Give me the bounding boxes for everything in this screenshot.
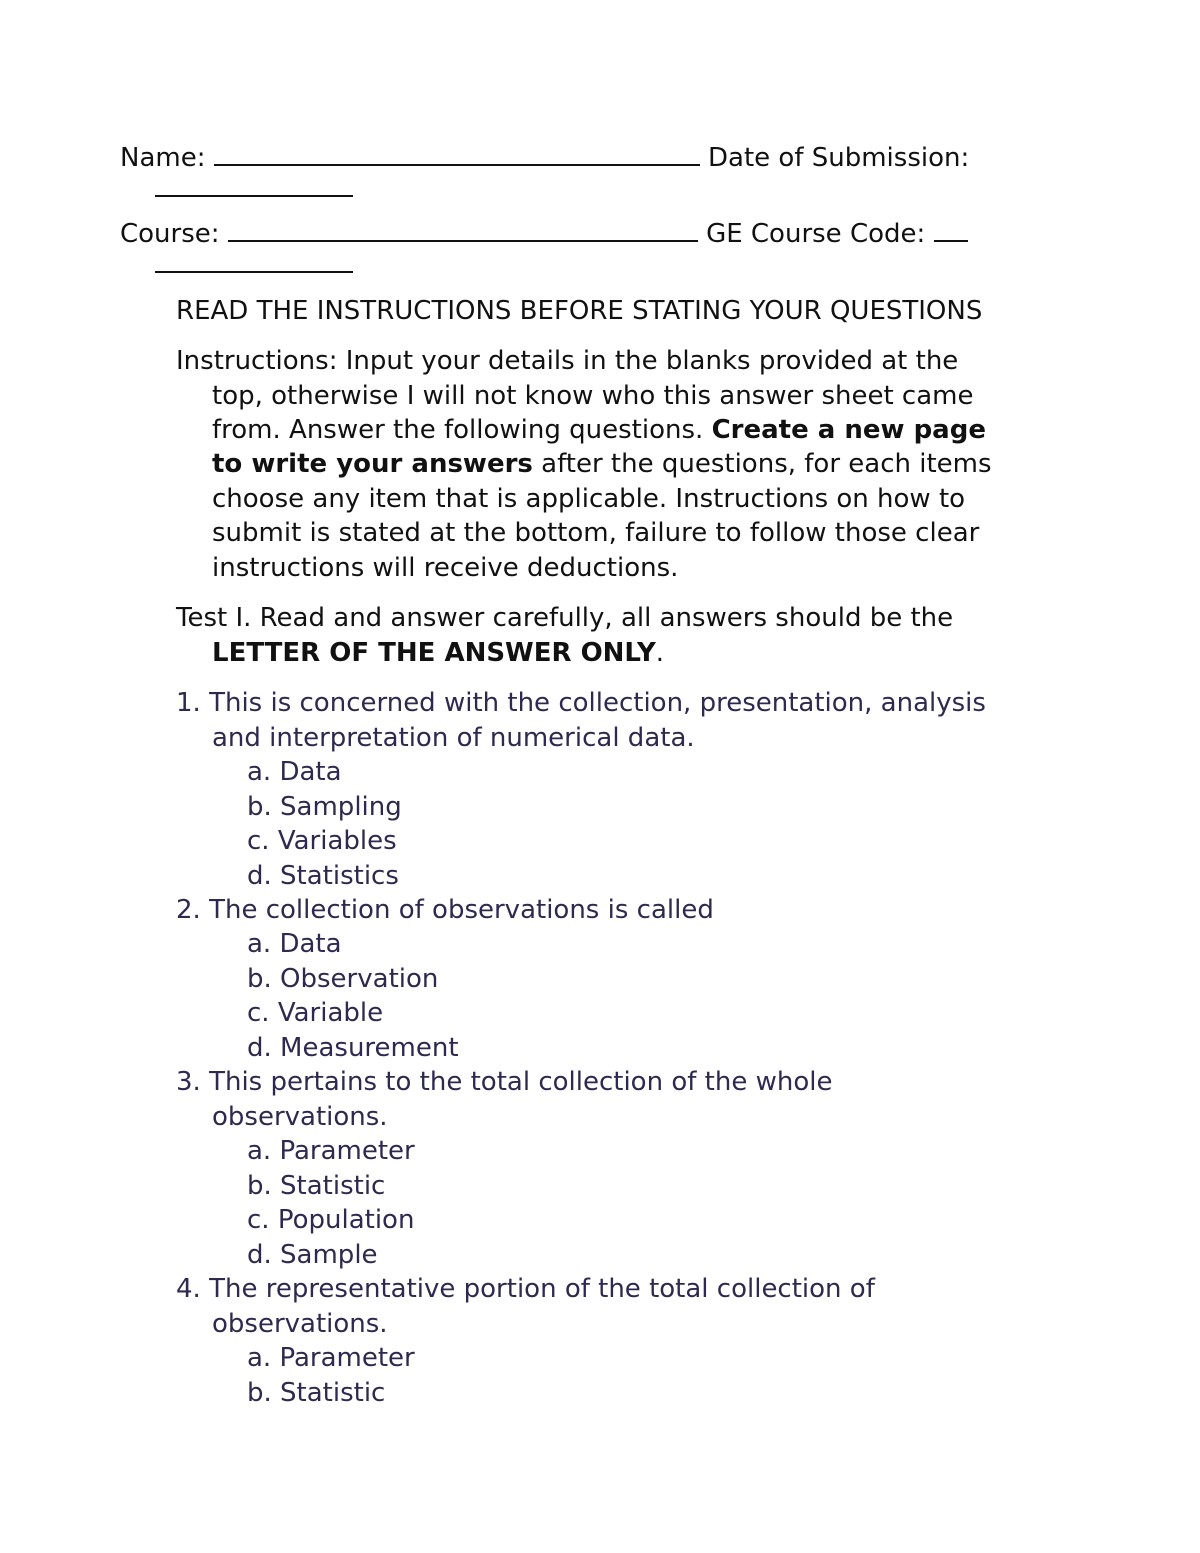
course-row (120, 217, 968, 251)
question-number: 1. (176, 688, 201, 718)
test-heading-line-1: Test I. Read and answer carefully, all answers should be the (176, 603, 954, 633)
option-2b (247, 962, 438, 996)
code-blank-continued (155, 249, 353, 273)
option-text: Statistic (280, 1171, 386, 1201)
option-letter: b. (247, 1378, 272, 1408)
option-text: Observation (280, 964, 439, 994)
question-text: This is concerned with the collection, presentation, analysis (209, 688, 986, 718)
option-letter: b. (247, 792, 272, 822)
option-letter: a. (247, 1343, 272, 1373)
option-text: Population (277, 1205, 415, 1235)
option-letter: d. (247, 1240, 272, 1270)
option-1a (247, 755, 342, 789)
option-letter: b. (247, 964, 272, 994)
option-3b (247, 1169, 385, 1203)
option-letter: c. (247, 1205, 270, 1235)
option-letter: c. (247, 826, 270, 856)
option-letter: d. (247, 861, 272, 891)
code-blank (934, 218, 968, 242)
code-blank-row (155, 248, 353, 282)
question-number: 2. (176, 895, 201, 925)
course-blank (228, 218, 698, 242)
name-row (120, 141, 969, 175)
option-2a (247, 927, 342, 961)
code-label: GE Course Code: (706, 219, 926, 249)
option-text: Statistic (280, 1378, 386, 1408)
option-letter: a. (247, 929, 272, 959)
option-letter: a. (247, 757, 272, 787)
instructions-emphasis-2: to write your answers (212, 449, 533, 479)
option-text: Variables (277, 826, 397, 856)
option-1b (247, 790, 402, 824)
option-3d (247, 1238, 378, 1272)
question-4-continued: observations. (212, 1309, 388, 1339)
option-letter: c. (247, 998, 270, 1028)
name-blank (214, 142, 700, 166)
question-1-continued: and interpretation of numerical data. (212, 723, 695, 753)
instructions-line-3-text: from. Answer the following questions. (212, 415, 704, 445)
option-text: Statistics (280, 861, 399, 891)
option-letter: b. (247, 1171, 272, 1201)
option-2c (247, 996, 383, 1030)
option-text: Sampling (280, 792, 402, 822)
option-letter: a. (247, 1136, 272, 1166)
instructions-line-4-text: after the questions, for each items (541, 449, 992, 479)
option-text: Variable (277, 998, 384, 1028)
instructions-line-6: submit is stated at the bottom, failure to follow those clear (212, 518, 980, 548)
instructions-line-7: instructions will receive deductions. (212, 553, 679, 583)
instructions-line-3 (212, 413, 986, 447)
option-text: Sample (280, 1240, 378, 1270)
instructions-line-4 (212, 447, 992, 481)
question-3-continued: observations. (212, 1102, 388, 1132)
question-number: 4. (176, 1274, 201, 1304)
option-text: Parameter (279, 1136, 415, 1166)
instructions-emphasis-1: Create a new page (711, 415, 986, 445)
instructions-line-1: Instructions: Input your details in the blanks provided at the (176, 346, 959, 376)
option-4b (247, 1376, 385, 1410)
option-text: Measurement (280, 1033, 459, 1063)
question-text: The representative portion of the total collection of (209, 1274, 875, 1304)
question-4 (176, 1272, 875, 1306)
question-text: This pertains to the total collection of the whole (209, 1067, 833, 1097)
course-label: Course: (120, 219, 220, 249)
option-text: Data (279, 757, 342, 787)
test-heading-emphasis: LETTER OF THE ANSWER ONLY (212, 638, 656, 668)
read-notice: READ THE INSTRUCTIONS BEFORE STATING YOUR QUESTIONS (176, 296, 983, 326)
date-blank-row (155, 172, 353, 206)
option-2d (247, 1031, 459, 1065)
option-text: Data (279, 929, 342, 959)
name-label: Name: (120, 143, 206, 173)
option-text: Parameter (279, 1343, 415, 1373)
date-label: Date of Submission: (708, 143, 970, 173)
question-number: 3. (176, 1067, 201, 1097)
instructions-line-2: top, otherwise I will not know who this answer sheet came (212, 381, 974, 411)
question-1 (176, 686, 986, 720)
date-blank (155, 173, 353, 197)
option-1d (247, 859, 399, 893)
test-heading-period: . (655, 638, 665, 668)
question-3 (176, 1065, 832, 1099)
question-2 (176, 893, 714, 927)
question-text: The collection of observations is called (209, 895, 714, 925)
option-3c (247, 1203, 414, 1237)
option-letter: d. (247, 1033, 272, 1063)
test-heading-line-2 (212, 636, 664, 670)
instructions-line-5: choose any item that is applicable. Instructions on how to (212, 484, 966, 514)
option-1c (247, 824, 397, 858)
option-3a (247, 1134, 415, 1168)
option-4a (247, 1341, 415, 1375)
